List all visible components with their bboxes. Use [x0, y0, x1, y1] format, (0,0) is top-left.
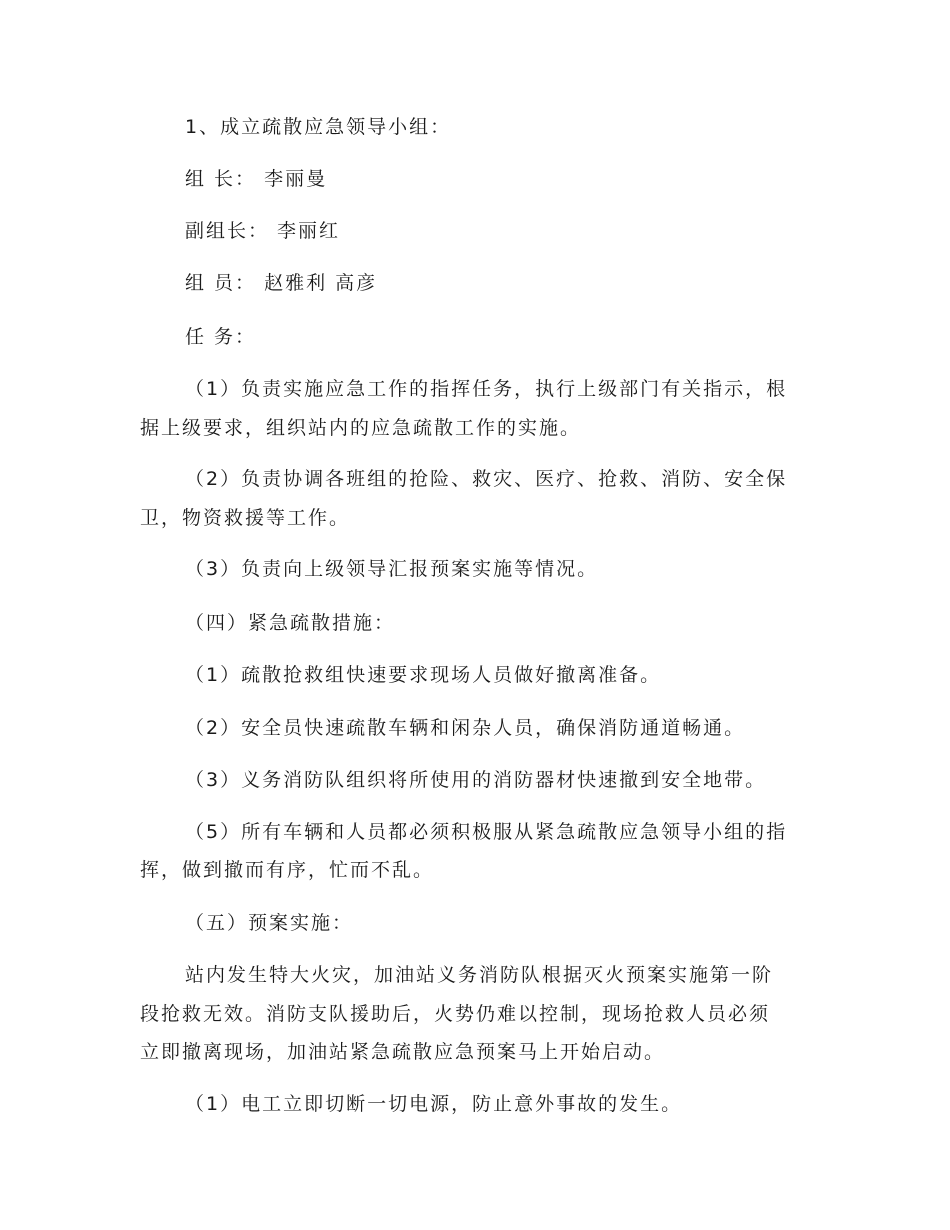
- text-line-task-1-cont: 据上级要求，组织站内的应急疏散工作的实施。: [140, 417, 582, 439]
- text-line-measure-5: （5）所有车辆和人员都必须积极服从紧急疏散应急领导小组的指: [185, 821, 788, 843]
- text-line-plan-para-2: 段抢救无效。消防支队援助后，火势仍难以控制，现场抢救人员必须: [140, 1003, 771, 1025]
- text-line-members: 组 员： 赵雅利 高彦: [185, 272, 378, 294]
- text-line-leader: 组 长： 李丽曼: [185, 168, 328, 190]
- text-line-measure-3: （3）义务消防队组织将所使用的消防器材快速撤到安全地带。: [185, 769, 767, 791]
- text-line-measure-2: （2）安全员快速疏散车辆和闲杂人员，确保消防通道畅通。: [185, 717, 746, 739]
- text-line-task-1: （1）负责实施应急工作的指挥任务，执行上级部门有关指示，根: [185, 378, 788, 400]
- text-line-section-heading: 1、成立疏散应急领导小组：: [185, 116, 452, 138]
- text-line-plan-heading: （五）预案实施：: [185, 912, 354, 934]
- text-line-evacuation-heading: （四）紧急疏散措施：: [185, 612, 396, 634]
- text-line-measure-1: （1）疏散抢救组快速要求现场人员做好撤离准备。: [185, 664, 662, 686]
- text-line-plan-para-3: 立即撤离现场，加油站紧急疏散应急预案马上开始启动。: [140, 1041, 666, 1063]
- text-line-task-2-cont: 卫，物资救援等工作。: [140, 507, 351, 529]
- text-line-deputy-leader: 副组长： 李丽红: [185, 220, 341, 242]
- text-line-plan-step-1: （1）电工立即切断一切电源，防止意外事故的发生。: [185, 1093, 683, 1115]
- text-line-measure-5-cont: 挥，做到撤而有序，忙而不乱。: [140, 859, 435, 881]
- text-line-task-3: （3）负责向上级领导汇报预案实施等情况。: [185, 558, 599, 580]
- text-line-tasks-label: 任 务：: [185, 326, 257, 348]
- text-line-plan-para-1: 站内发生特大火灾，加油站义务消防队根据灭火预案实施第一阶: [185, 964, 774, 986]
- text-line-task-2: （2）负责协调各班组的抢险、救灾、医疗、抢救、消防、安全保: [185, 468, 788, 490]
